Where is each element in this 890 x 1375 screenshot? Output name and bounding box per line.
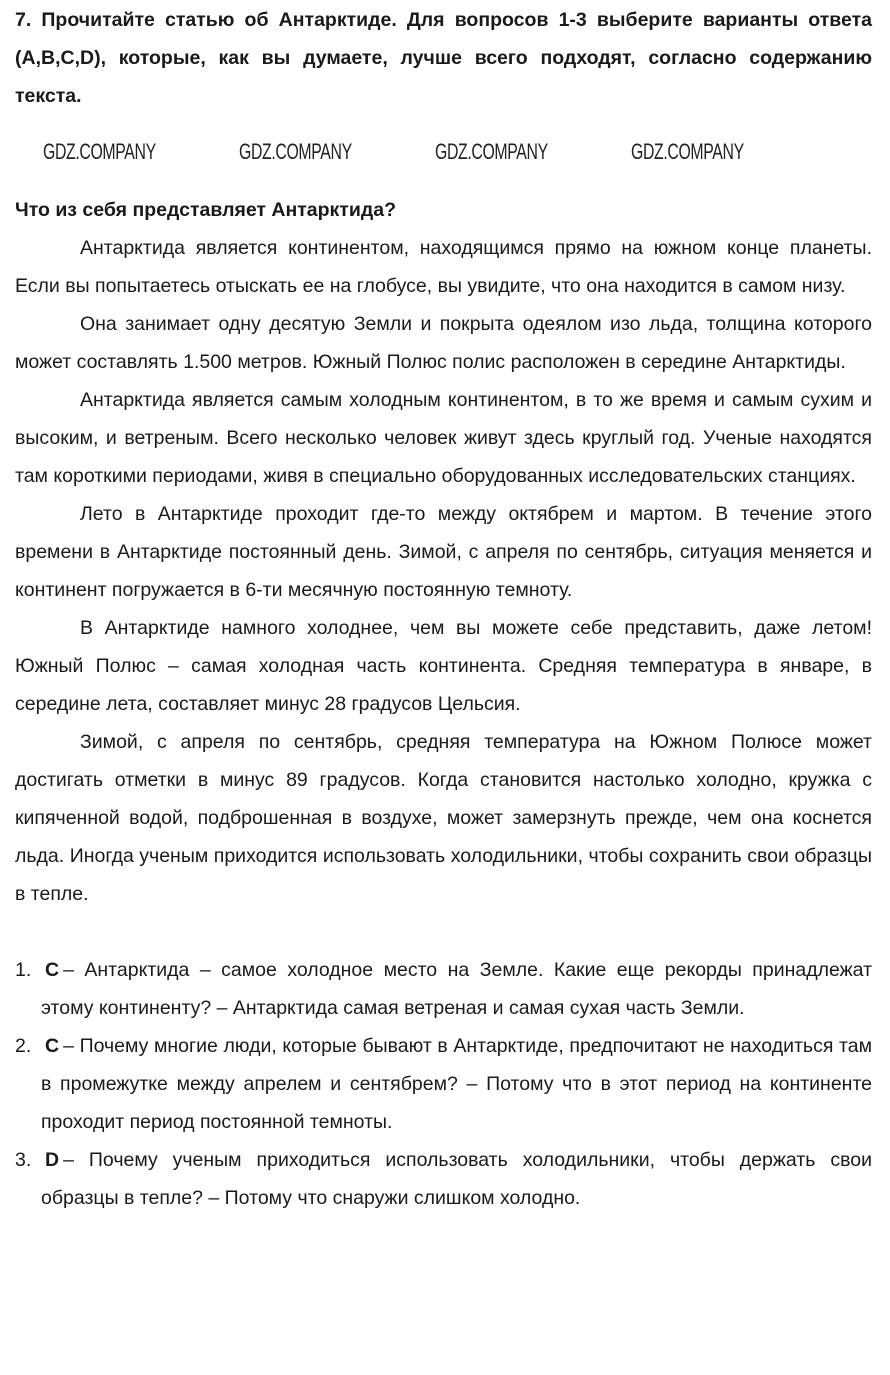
answer-text: – Антарктида – самое холодное место на Земле. Какие еще рекорды принадлежат этому континенту? – Антарктида самая ветреная и самая сухая часть Земли. xyxy=(41,959,872,1019)
answer-number: 2. xyxy=(15,1035,32,1057)
answer-number: 3. xyxy=(15,1149,32,1171)
paragraph: Антарктида является самым холодным континентом, в то же время и самым сухим и высоким, и ветреным. Всего несколько человек живут здесь круглый год. Ученые находятся там короткими периодами, живя в специально оборудованных исследовательских станциях. xyxy=(15,389,872,487)
document xyxy=(15,0,872,1217)
answer-text: – Почему многие люди, которые бывают в Антарктиде, предпочитают не находиться там в промежутке между апрелем и сентябрем? – Потому что в этот период на континенте проходит период постоянной темноты. xyxy=(41,1035,872,1133)
answer-letter: C xyxy=(45,959,60,981)
answer-item xyxy=(15,951,872,1027)
answer-item xyxy=(15,1141,872,1217)
paragraph: Зимой, с апреля по сентябрь, средняя температура на Южном Полюсе может достигать отметки в минус 89 градусов. Когда становится настолько холодно, кружка с кипяченной водой, подброшенная в воздухе, может замерзнуть прежде, чем она коснется льда. Иногда ученым приходится использовать холодильники, чтобы сохранить свои образцы в тепле. xyxy=(15,731,872,905)
paragraph: В Антарктиде намного холоднее, чем вы можете себе представить, даже летом! Южный Полюс – самая холодная часть континента. Средняя температура в январе, в середине лета, составляет минус 28 градусов Цельсия. xyxy=(15,617,872,715)
answer-letter: D xyxy=(45,1149,60,1171)
watermark: GDZ.COMPANY xyxy=(435,139,548,164)
task-heading: 7. Прочитайте статью об Антарктиде. Для вопросов 1-3 выберите варианты ответа (A,B,C,D), которые, как вы думаете, лучше всего подходят, согласно содержанию текста. xyxy=(15,9,872,107)
answer-number: 1. xyxy=(15,959,32,981)
answer-text: – Почему ученым приходиться использовать холодильники, чтобы держать свои образцы в тепле? – Потому что снаружи слишком холодно. xyxy=(41,1149,872,1209)
watermark: GDZ.COMPANY xyxy=(43,139,156,164)
answer-item xyxy=(15,1027,872,1141)
answer-letter: C xyxy=(45,1035,60,1057)
article-title: Что из себя представляет Антарктида? xyxy=(15,199,396,221)
watermark: GDZ.COMPANY xyxy=(239,139,352,164)
paragraph: Лето в Антарктиде проходит где-то между октябрем и мартом. В течение этого времени в Антарктиде постоянный день. Зимой, с апреля по сентябрь, ситуация меняется и континент погружается в 6-ти месячную постоянную темноту. xyxy=(15,503,872,601)
watermark: GDZ.COMPANY xyxy=(631,139,744,164)
paragraph: Антарктида является континентом, находящимся прямо на южном конце планеты. Если вы попытаетесь отыскать ее на глобусе, вы увидите, что она находится в самом низу. xyxy=(15,237,872,297)
paragraph: Она занимает одну десятую Земли и покрыта одеялом изо льда, толщина которого может составлять 1.500 метров. Южный Полюс полис расположен в середине Антарктиды. xyxy=(15,313,872,373)
